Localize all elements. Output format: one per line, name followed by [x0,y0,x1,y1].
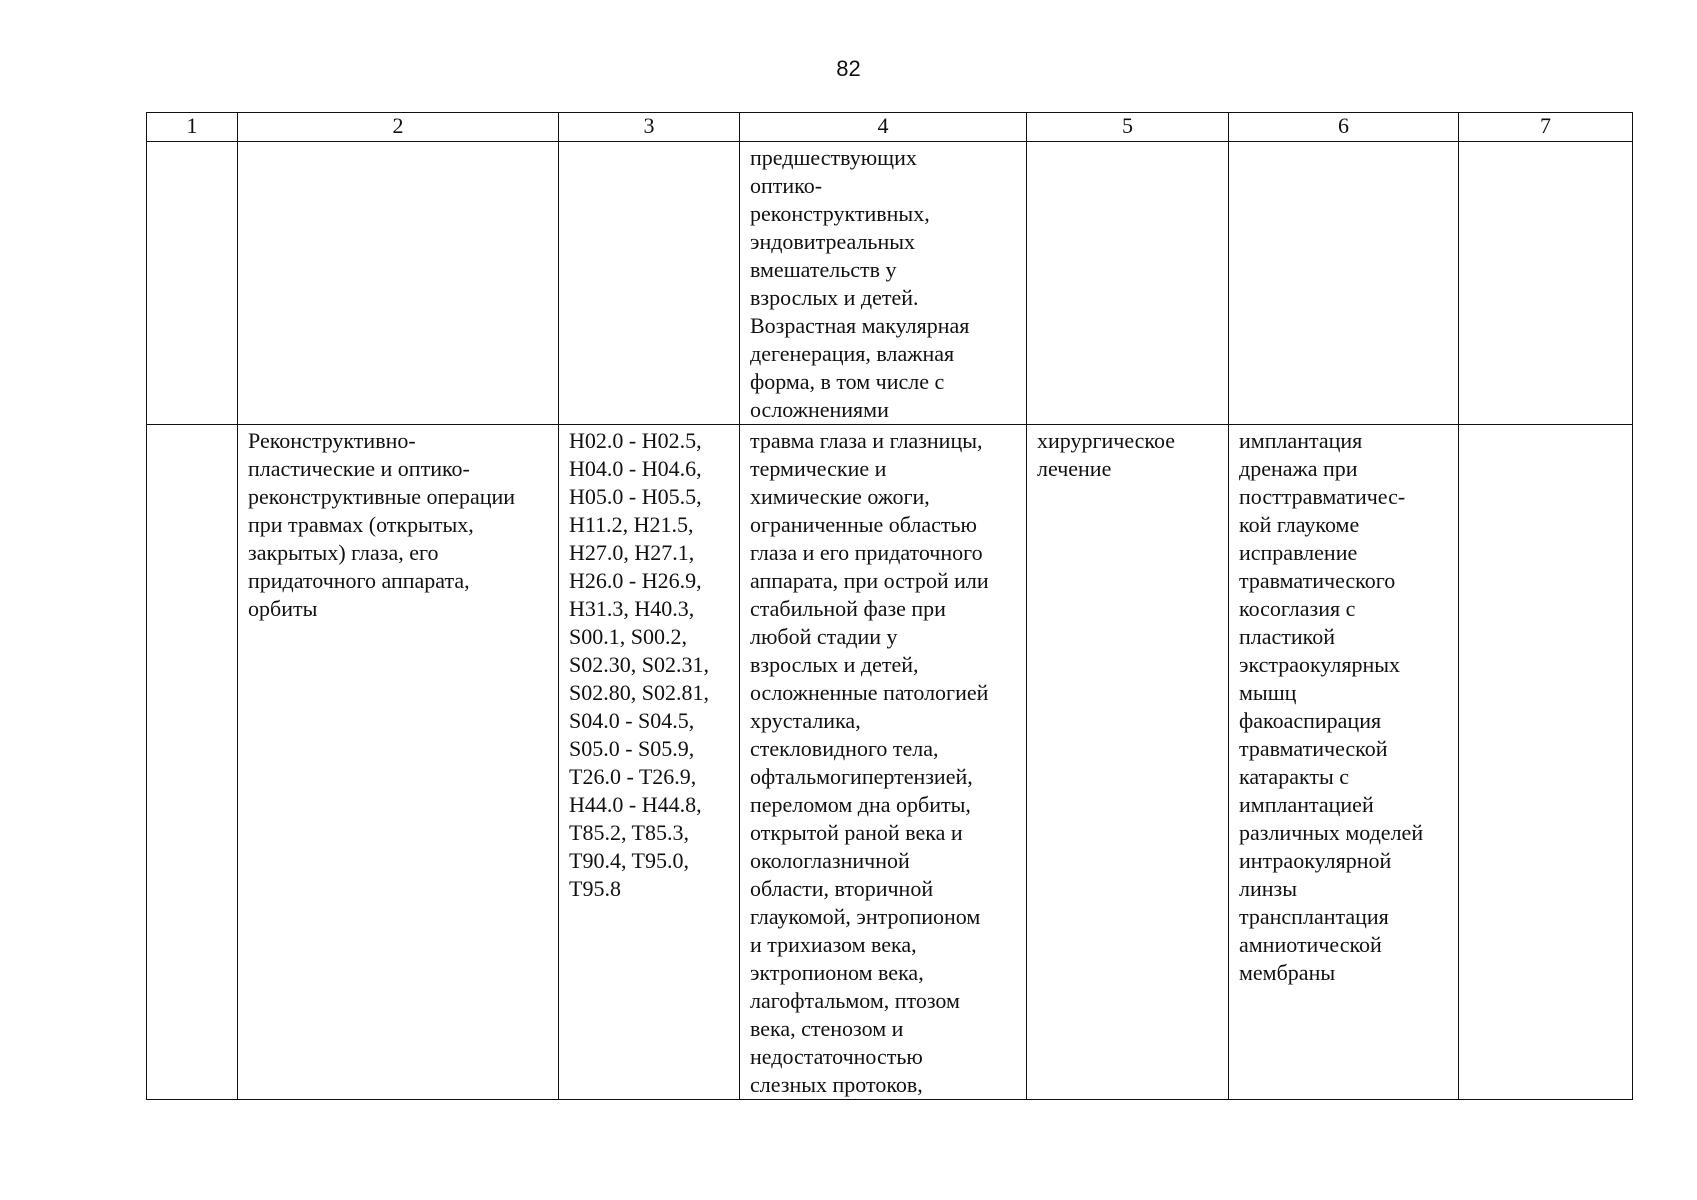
cell-text-line: глаукомой, энтропионом [750,904,981,929]
cell-text-line: предшествующих [750,145,917,170]
header-row [147,113,1633,142]
cell-text-line: мышц [1239,680,1297,705]
cell-text-line: открытой раной века и [750,820,963,845]
cell-text-line: пластические и оптико- [248,456,470,481]
cell-text-line: вмешательств у [750,257,897,282]
cell-text-line: взрослых и детей, [750,652,919,677]
cell-text-line: взрослых и детей. [750,285,919,310]
cell-text-line: имплантация [1239,428,1363,453]
cell-text-line: травма глаза и глазницы, [750,428,983,453]
column-number-4: 4 [740,113,1027,142]
cell-text-line: T85.2, T85.3, [569,820,689,845]
cell-text-line: амниотической [1239,932,1382,957]
cell-text-line: орбиты [248,596,318,621]
cell-text-line: форма, в том числе с [750,369,945,394]
cell-text-line: Реконструктивно- [248,428,416,453]
procedure-group-cell [238,425,559,1100]
treatment-type-cell [1027,142,1229,425]
cell-text-line: любой стадии у [750,624,898,649]
cell-text-line: мембраны [1239,960,1336,985]
row-number-cell [147,425,238,1100]
cell-text-line: H44.0 - H44.8, [569,792,702,817]
cost-cell [1459,142,1633,425]
cell-text-line: катаракты с [1239,764,1350,789]
cell-text-line: кой глаукоме [1239,512,1360,537]
cell-text-line: S02.30, S02.31, [569,652,709,677]
cell-text-line: переломом дна орбиты, [750,792,971,817]
column-number-5: 5 [1027,113,1229,142]
cell-text-line: посттравматичес- [1239,484,1406,509]
cell-text-line: S02.80, S02.81, [569,680,709,705]
column-number-3: 3 [559,113,740,142]
cell-text-line: стабильной фазе при [750,596,946,621]
cell-text-line: ограниченные областью [750,512,977,537]
cell-text-line: дегенерация, влажная [750,341,955,366]
column-number-6: 6 [1229,113,1459,142]
cell-text-line: оптико- [750,173,823,198]
cell-text-line: S05.0 - S05.9, [569,736,695,761]
cell-text-line: имплантацией [1239,792,1374,817]
procedure-group-cell [238,142,559,425]
cell-text-line: T26.0 - T26.9, [569,764,697,789]
cell-text-line: H05.0 - H05.5, [569,484,702,509]
column-number-2: 2 [238,113,559,142]
cell-text-line: глаза и его придаточного [750,540,983,565]
cell-text-line: химические ожоги, [750,484,930,509]
cell-text-line: и трихиазом века, [750,932,917,957]
cell-text-line: лечение [1037,456,1112,481]
cell-text-line: Возрастная макулярная [750,313,970,338]
cell-text-line: травматической [1239,736,1388,761]
cell-text-line: T95.8 [569,876,621,901]
cell-text-line: века, стенозом и [750,1016,904,1041]
row-number-cell [147,142,238,425]
diagnosis-cell [740,142,1027,425]
cell-text-line: исправление [1239,540,1358,565]
cell-text-line: трансплантация [1239,904,1389,929]
page-number: 82 [836,56,861,81]
cell-text-line: лагофтальмом, птозом [750,988,960,1013]
cell-text-line: факоаспирация [1239,708,1382,733]
cell-text-line: хрусталика, [750,708,861,733]
cell-text-line: недостаточностью [750,1044,923,1069]
cell-text-line: эндовитреальных [750,229,916,254]
cell-text-line: H27.0, H27.1, [569,540,695,565]
cell-text-line: дренажа при [1239,456,1358,481]
cell-text-line: T90.4, T95.0, [569,848,689,873]
cost-cell [1459,425,1633,1100]
column-number-7: 7 [1459,113,1633,142]
cell-text-line: реконструктивных, [750,201,930,226]
cell-text-line: стекловидного тела, [750,736,939,761]
cell-text-line: при травмах (открытых, [248,512,474,537]
cell-text-line: H11.2, H21.5, [569,512,694,537]
icd-codes-cell [559,142,740,425]
cell-text-line: области, вторичной [750,876,934,901]
column-number-1: 1 [147,113,238,142]
treatment-method-cell [1229,425,1459,1100]
cell-text-line: осложнениями [750,397,889,422]
cell-text-line: экстраокулярных [1239,652,1401,677]
cell-text-line: осложненные патологией [750,680,989,705]
cell-text-line: S00.1, S00.2, [569,624,687,649]
diagnosis-cell [740,425,1027,1100]
cell-text-line: H04.0 - H04.6, [569,456,702,481]
cell-text-line: H02.0 - H02.5, [569,428,702,453]
cell-text-line: косоглазия с [1239,596,1356,621]
cell-text-line: реконструктивные операции [248,484,516,509]
cell-text-line: интраокулярной [1239,848,1392,873]
table-row [147,142,1633,425]
treatment-type-cell [1027,425,1229,1100]
cell-text-line: придаточного аппарата, [248,568,470,593]
cell-text-line: травматического [1239,568,1396,593]
cell-text-line: H31.3, H40.3, [569,596,695,621]
procedures-table [146,112,1633,1100]
cell-text-line: линзы [1239,876,1297,901]
cell-text-line: термические и [750,456,887,481]
cell-text-line: различных моделей [1239,820,1424,845]
cell-text-line: закрытых) глаза, его [248,540,439,565]
icd-codes-cell [559,425,740,1100]
cell-text-line: слезных протоков, [750,1072,923,1097]
cell-text-line: пластикой [1239,624,1336,649]
cell-text-line: H26.0 - H26.9, [569,568,702,593]
cell-text-line: окологлазничной [750,848,910,873]
table-row [147,425,1633,1100]
cell-text-line: аппарата, при острой или [750,568,989,593]
cell-text-line: хирургическое [1037,428,1176,453]
cell-text-line: эктропионом века, [750,960,924,985]
cell-text-line: офтальмогипертензией, [750,764,973,789]
cell-text-line: S04.0 - S04.5, [569,708,695,733]
treatment-method-cell [1229,142,1459,425]
